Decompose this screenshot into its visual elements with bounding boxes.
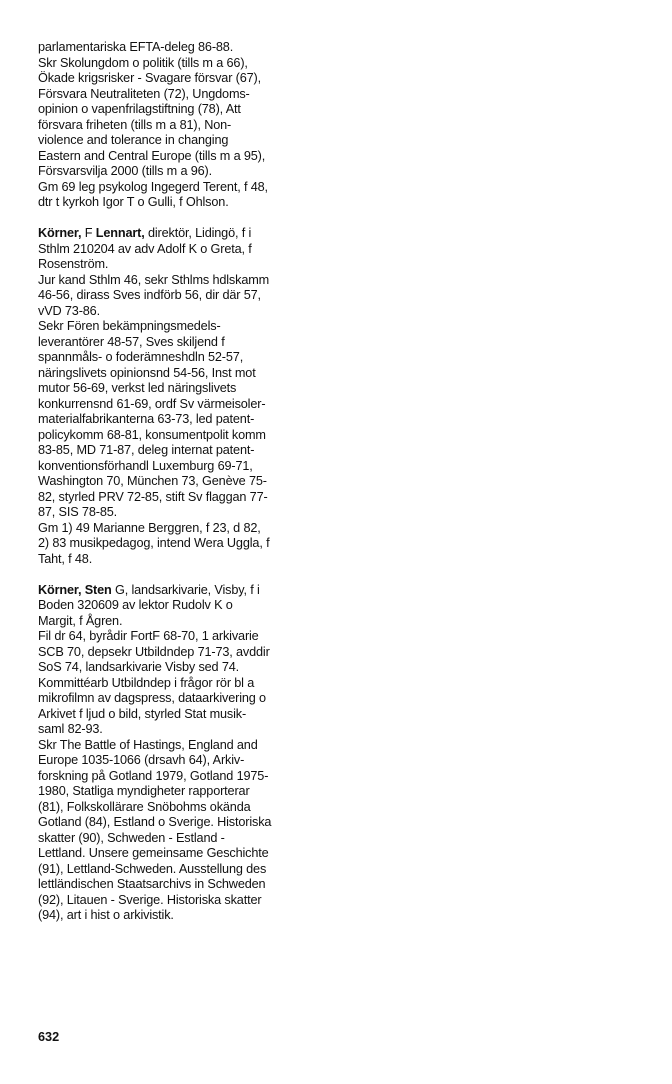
biography-entry: [38, 583, 338, 924]
text-line: mutor 56-69, verkst led näringslivets: [38, 381, 237, 395]
text-line: saml 82-93.: [38, 722, 103, 736]
entry-name: Lennart,: [95, 226, 145, 240]
text-line: SCB 70, depsekr Utbildndep 71-73, avddir: [38, 644, 270, 659]
text-line: SoS 74, landsarkivarie Visby sed 74.: [38, 660, 240, 674]
text-line: Eastern and Central Europe (tills m a 95),: [38, 148, 266, 163]
text-line: (94), art i hist o arkivistik.: [38, 908, 174, 922]
text-line: Fil dr 64, byrådir FortF 68-70, 1 arkivarie: [38, 629, 259, 643]
entry-name: Körner,: [38, 226, 82, 240]
text-segment: F: [81, 226, 96, 240]
text-line: försvara friheten (tills m a 81), Non-: [38, 117, 232, 132]
biography-entry: [38, 226, 338, 567]
text-line: Försvarsvilja 2000 (tills m a 96).: [38, 164, 212, 178]
text-line: (92), Litauen - Sverige. Historiska skatter: [38, 892, 262, 907]
text-line: policykomm 68-81, konsumentpolit komm: [38, 427, 266, 442]
text-line: Skr Skolungdom o politik (tills m a 66),: [38, 55, 248, 70]
text-line: Kommittéarb Utbildndep i frågor rör bl a: [38, 675, 255, 690]
text-line: mikrofilmn av dagspress, dataarkivering o: [38, 691, 266, 705]
text-line: violence and tolerance in changing: [38, 133, 229, 147]
text-line: lettländischen Staatsarchivs in Schweden: [38, 877, 266, 891]
page-number: 632: [38, 1030, 60, 1044]
text-line: skatter (90), Schweden - Estland -: [38, 830, 225, 845]
text-segment: direktör, Lidingö, f i: [144, 226, 252, 240]
text-line: parlamentariska EFTA-deleg 86-88.: [38, 40, 234, 54]
text-line: dtr t kyrkoh Igor T o Gulli, f Ohlson.: [38, 195, 229, 209]
text-line: materialfabrikanterna 63-73, led patent-: [38, 412, 255, 426]
text-line: 2) 83 musikpedagog, intend Wera Uggla, f: [38, 536, 270, 550]
text-line: Ökade krigsrisker - Svagare försvar (67),: [38, 71, 261, 85]
text-line: Gm 1) 49 Marianne Berggren, f 23, d 82,: [38, 520, 261, 535]
text-line: Jur kand Sthlm 46, sekr Sthlms hdlskamm: [38, 272, 270, 287]
text-line: Lettland. Unsere gemeinsame Geschichte: [38, 846, 269, 860]
text-line: 87, SIS 78-85.: [38, 505, 118, 519]
text-line: Europe 1035-1066 (drsavh 64), Arkiv-: [38, 753, 245, 767]
entry-name: Körner, Sten: [38, 582, 112, 597]
text-line: leverantörer 48-57, Sves skiljend f: [38, 334, 225, 349]
text-line: (81), Folkskollärare Snöbohms okända: [38, 799, 251, 814]
text-line: spannmåls- o foderämneshdln 52-57,: [38, 350, 244, 364]
text-line: Gm 69 leg psykolog Ingegerd Terent, f 48,: [38, 179, 268, 194]
text-line: vVD 73-86.: [38, 303, 100, 318]
text-line: forskning på Gotland 1979, Gotland 1975-: [38, 768, 269, 783]
text-line: Sthlm 210204 av adv Adolf K o Greta, f: [38, 241, 252, 256]
text-line: 1980, Statliga myndigheter rapporterar: [38, 784, 250, 798]
text-line: Washington 70, München 73, Genève 75-: [38, 474, 267, 488]
text-column: [38, 40, 338, 939]
text-line: näringslivets opinionsnd 54-56, Inst mot: [38, 365, 256, 380]
text-line: (91), Lettland-Schweden. Ausstellung des: [38, 861, 267, 876]
text-line: Försvara Neutraliteten (72), Ungdoms-: [38, 86, 250, 101]
text-line: Sekr Fören bekämpningsmedels-: [38, 319, 221, 333]
text-line: 46-56, dirass Sves indförb 56, dir där 57,: [38, 288, 261, 302]
text-line: Gotland (84), Estland o Sverige. Historiska: [38, 815, 272, 829]
text-line: [38, 583, 338, 599]
text-line: Skr The Battle of Hastings, England and: [38, 737, 258, 752]
text-line: 82, styrled PRV 72-85, stift Sv flaggan 77-: [38, 489, 268, 504]
text-line: konventionsförhandl Luxemburg 69-71,: [38, 458, 253, 473]
text-line: Margit, f Ågren.: [38, 613, 123, 628]
text-line: [38, 226, 338, 242]
text-line: Arkivet f ljud o bild, styrled Stat musik-: [38, 706, 247, 721]
text-segment: G, landsarkivarie, Visby, f i: [111, 582, 260, 597]
text-line: 83-85, MD 71-87, deleg internat patent-: [38, 443, 255, 457]
text-line: Taht, f 48.: [38, 551, 93, 566]
text-line: konkurrensnd 61-69, ordf Sv värmeisoler-: [38, 396, 266, 411]
biography-entry: [38, 40, 338, 211]
text-line: opinion o vapenfrilagstiftning (78), Att: [38, 102, 241, 116]
text-line: Rosenström.: [38, 257, 109, 271]
text-line: Boden 320609 av lektor Rudolv K o: [38, 598, 233, 612]
